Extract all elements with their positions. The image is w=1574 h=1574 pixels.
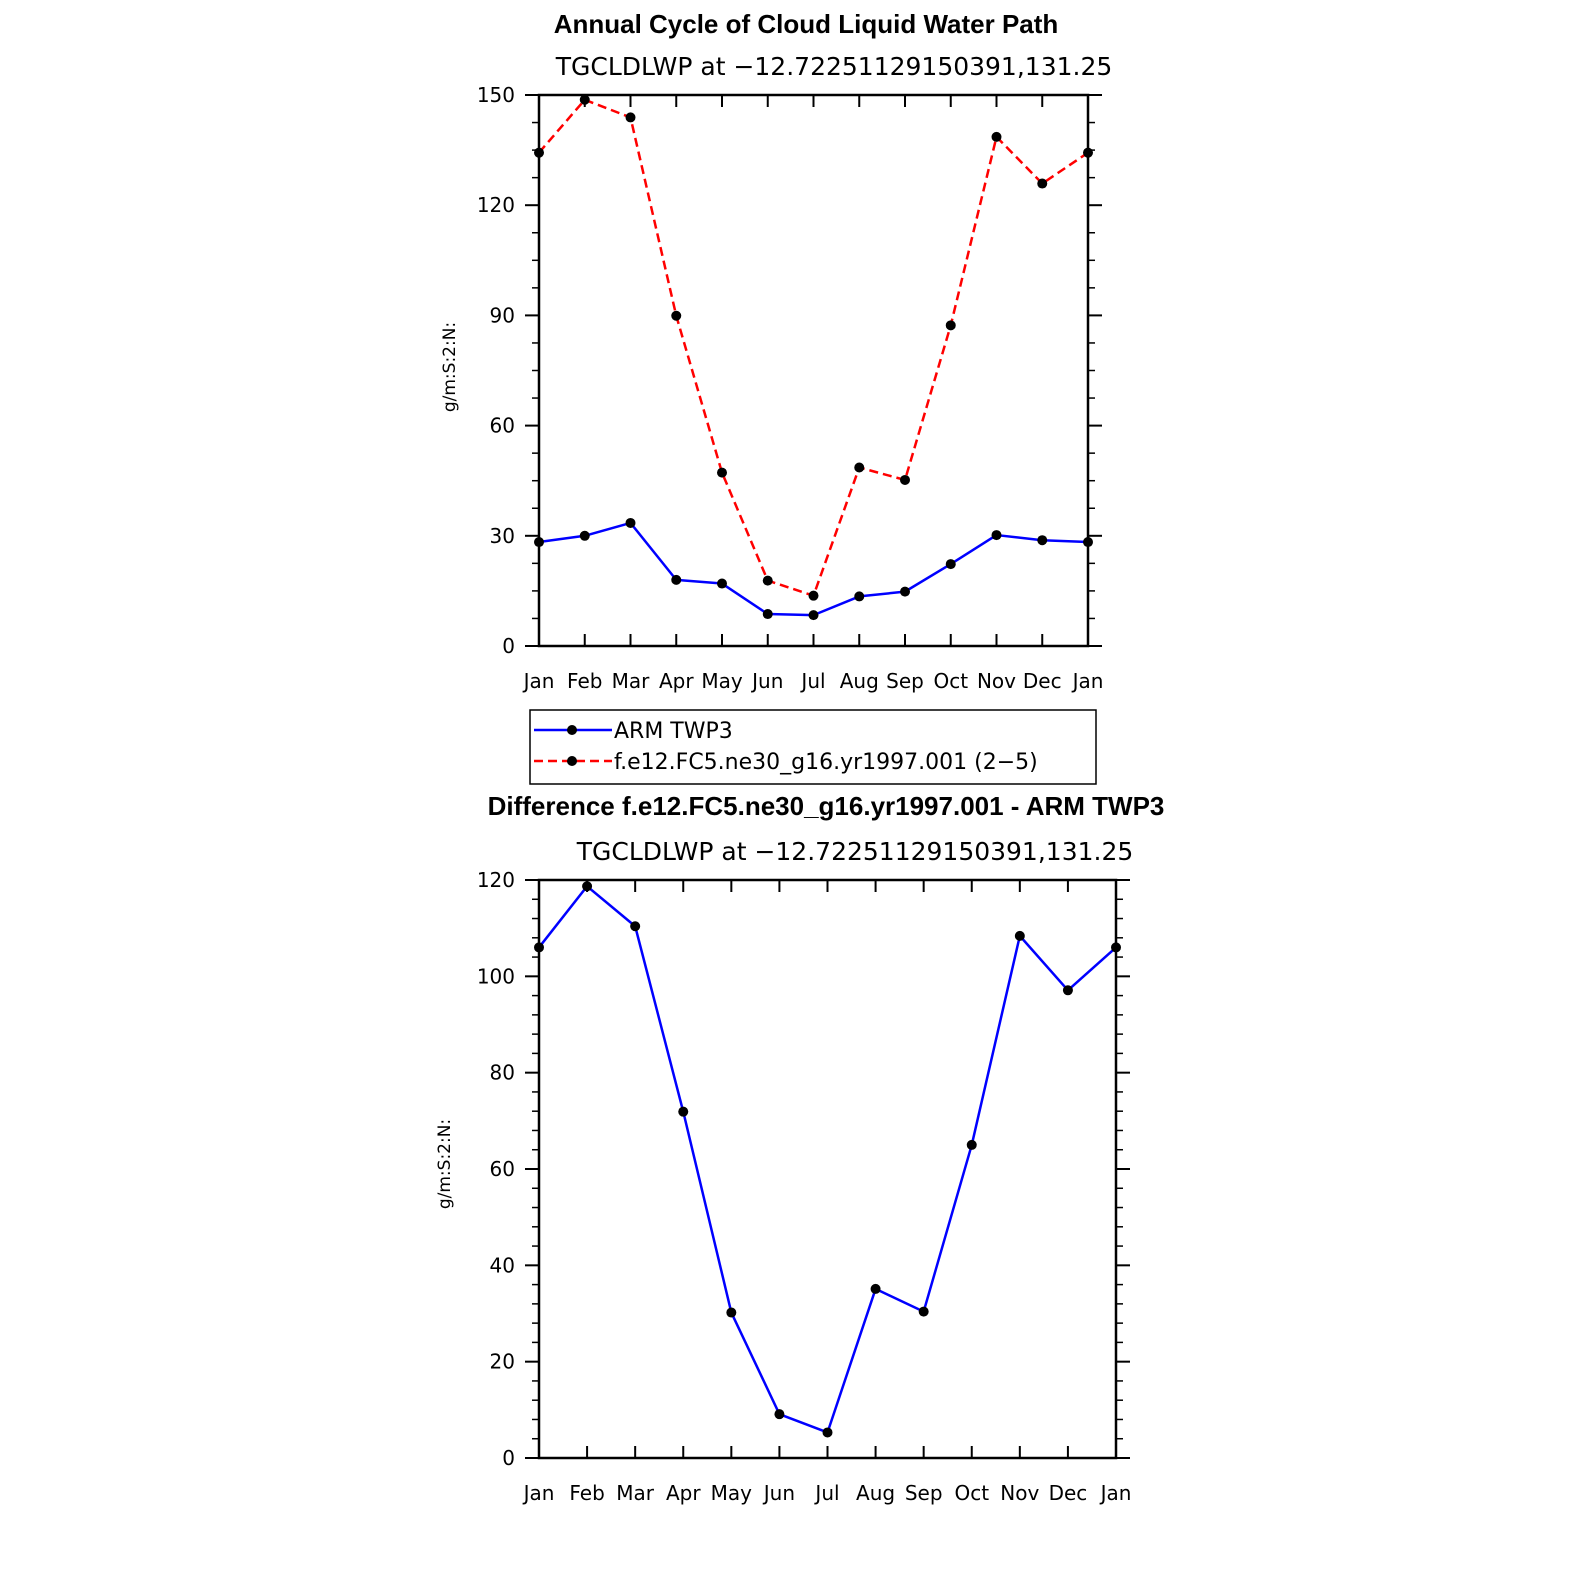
y-tick-label: 60 xyxy=(489,1157,515,1181)
y-tick-label: 150 xyxy=(476,83,515,107)
y-tick-label: 30 xyxy=(489,523,515,548)
data-point xyxy=(717,579,727,589)
data-point xyxy=(763,609,773,619)
data-point xyxy=(774,1409,784,1419)
data-point xyxy=(1037,535,1047,545)
data-point xyxy=(1037,179,1047,189)
y-tick-label: 60 xyxy=(489,413,515,438)
data-point xyxy=(1063,985,1073,995)
x-tick-label: Jan xyxy=(1072,669,1104,693)
x-tick-label: Sep xyxy=(904,1481,943,1505)
x-tick-label: Mar xyxy=(611,669,650,693)
y-tick-label: 0 xyxy=(502,1446,515,1470)
data-point xyxy=(854,462,864,472)
data-point xyxy=(671,575,681,585)
chart-subtitle: TGCLDLWP at −12.72251129150391,131.25 xyxy=(576,837,1134,866)
series-layer xyxy=(534,95,1093,620)
legend xyxy=(530,710,1096,784)
data-point xyxy=(630,921,640,931)
x-tick-label: Apr xyxy=(658,669,694,693)
x-tick-label: Sep xyxy=(886,669,924,693)
data-point xyxy=(992,530,1002,540)
x-tick-label: Nov xyxy=(1000,1481,1040,1505)
y-tick-label: 40 xyxy=(489,1253,515,1278)
x-tick-label: Jan xyxy=(523,669,555,693)
x-tick-label: Aug xyxy=(856,1481,896,1505)
series-line-1 xyxy=(539,100,1088,596)
x-tick-label: May xyxy=(701,669,743,693)
axes-layer xyxy=(477,83,1104,693)
x-tick-label: Feb xyxy=(567,669,603,693)
x-tick-label: Jun xyxy=(752,669,784,693)
legend-marker-model xyxy=(567,756,577,766)
legend-label-arm-twp3: ARM TWP3 xyxy=(614,719,733,744)
data-point xyxy=(626,518,636,528)
data-point xyxy=(919,1307,929,1317)
y-tick-label: 80 xyxy=(489,1060,515,1085)
x-tick-label: Apr xyxy=(665,1481,701,1505)
y-axis-label: g/m:S:2:N: xyxy=(440,321,460,413)
y-axis-label: g/m:S:2:N: xyxy=(435,1118,455,1210)
series-layer xyxy=(534,881,1121,1437)
data-point xyxy=(900,475,910,485)
y-tick-label: 100 xyxy=(476,964,515,989)
data-point xyxy=(809,610,819,620)
x-tick-label: Aug xyxy=(839,669,879,693)
chart-title: Difference f.e12.FC5.ne30_g16.yr1997.001 - ARM TWP3 xyxy=(487,791,1165,821)
x-tick-label: Oct xyxy=(954,1481,990,1505)
data-point xyxy=(726,1308,736,1318)
x-tick-label: Mar xyxy=(616,1481,655,1505)
series-line-0 xyxy=(539,523,1088,615)
data-point xyxy=(823,1427,833,1437)
chart-subtitle: TGCLDLWP at −12.72251129150391,131.25 xyxy=(555,52,1113,81)
data-point xyxy=(580,531,590,541)
data-point xyxy=(967,1140,977,1150)
axes-layer xyxy=(477,868,1132,1505)
difference-chart xyxy=(435,791,1164,1505)
data-point xyxy=(871,1284,881,1294)
data-point xyxy=(946,559,956,569)
plot-frame xyxy=(539,95,1088,646)
x-tick-label: Dec xyxy=(1022,669,1062,693)
x-tick-label: Nov xyxy=(976,669,1017,693)
data-point xyxy=(900,587,910,597)
x-tick-label: Dec xyxy=(1048,1481,1088,1505)
series-line-0 xyxy=(539,886,1116,1432)
data-point xyxy=(678,1107,688,1117)
data-point xyxy=(671,311,681,321)
y-tick-label: 120 xyxy=(476,193,515,218)
x-tick-label: Feb xyxy=(569,1481,605,1505)
y-tick-label: 0 xyxy=(502,634,515,658)
x-tick-label: May xyxy=(710,1481,753,1505)
x-tick-label: Jan xyxy=(523,1481,555,1505)
data-point xyxy=(626,112,636,122)
legend-label-model: f.e12.FC5.ne30_g16.yr1997.001 (2−5) xyxy=(614,750,1038,775)
data-point xyxy=(1015,931,1025,941)
data-point xyxy=(992,132,1002,142)
x-tick-label: Jan xyxy=(1100,1481,1132,1505)
plot-frame xyxy=(539,880,1116,1458)
data-point xyxy=(763,576,773,586)
data-point xyxy=(809,591,819,601)
y-tick-label: 20 xyxy=(489,1349,515,1374)
annual-cycle-chart xyxy=(440,9,1112,693)
legend-marker-arm-twp3 xyxy=(567,725,577,735)
x-tick-label: Oct xyxy=(933,669,969,693)
x-tick-label: Jun xyxy=(763,1481,796,1505)
x-tick-label: Jul xyxy=(815,1481,840,1505)
data-point xyxy=(854,591,864,601)
y-tick-label: 90 xyxy=(489,303,515,328)
chart-title: Annual Cycle of Cloud Liquid Water Path xyxy=(553,9,1059,39)
y-tick-label: 120 xyxy=(476,868,515,892)
x-tick-label: Jul xyxy=(801,669,826,693)
data-point xyxy=(946,320,956,330)
data-point xyxy=(717,468,727,478)
